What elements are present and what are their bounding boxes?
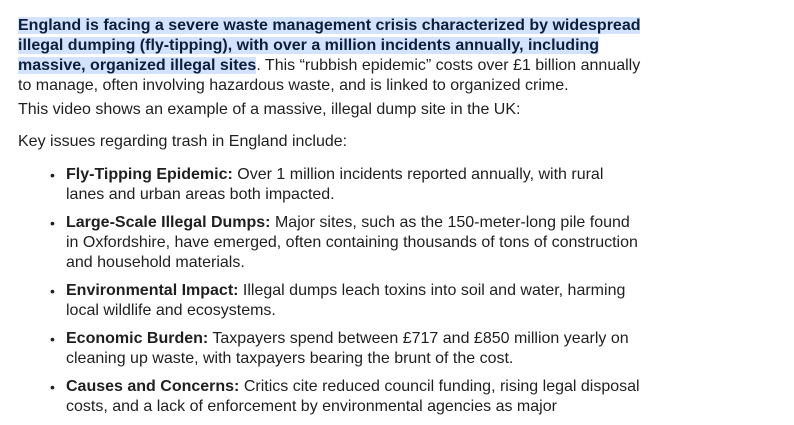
issue-text: Over 1 million incidents reported annually, with rural lanes and urban areas both impacted. bbox=[66, 166, 604, 203]
intro-rest: . This “rubbish epidemic” costs over £1 billion annually to manage, often involving hazardous waste, and is linked to organized crime. bbox=[18, 57, 641, 94]
issue-text: Critics cite reduced council funding, rising legal disposal costs, and a lack of enforcement by environmental agencies as major bbox=[66, 378, 640, 415]
issue-term: Economic Burden: bbox=[66, 330, 209, 347]
response-content bbox=[18, 16, 648, 425]
issues-list bbox=[18, 165, 646, 417]
bullet-icon: • bbox=[50, 167, 55, 183]
list-item bbox=[50, 377, 646, 417]
bullet-icon: • bbox=[50, 331, 55, 347]
bullet-icon: • bbox=[50, 283, 55, 299]
list-item bbox=[50, 213, 646, 273]
list-item bbox=[50, 281, 646, 321]
intro-paragraph bbox=[18, 16, 648, 96]
issue-term: Environmental Impact: bbox=[66, 282, 239, 299]
bullet-icon: • bbox=[50, 215, 55, 231]
issue-term: Causes and Concerns: bbox=[66, 378, 240, 395]
issue-term: Large-Scale Illegal Dumps: bbox=[66, 214, 271, 231]
issue-term: Fly-Tipping Epidemic: bbox=[66, 166, 233, 183]
issue-text: Illegal dumps leach toxins into soil and water, harming local wildlife and ecosystems. bbox=[66, 282, 626, 319]
key-issues-heading: Key issues regarding trash in England include: bbox=[18, 133, 348, 150]
bullet-icon: • bbox=[50, 379, 55, 395]
issue-text: Taxpayers spend between £717 and £850 million yearly on cleaning up waste, with taxpayers bearing the brunt of the cost. bbox=[66, 330, 629, 367]
video-line: This video shows an example of a massive, illegal dump site in the UK: bbox=[18, 101, 521, 118]
list-item bbox=[50, 329, 646, 369]
issue-text: Major sites, such as the 150-meter-long pile found in Oxfordshire, have emerged, often containing thousands of tons of construction and household materials. bbox=[66, 214, 638, 271]
highlighted-summary[interactable]: England is facing a severe waste management crisis characterized by widespread illegal dumping (fly-tipping), with over a million incidents annually, including massive, organized illegal sites bbox=[18, 17, 641, 74]
list-item bbox=[50, 165, 646, 205]
